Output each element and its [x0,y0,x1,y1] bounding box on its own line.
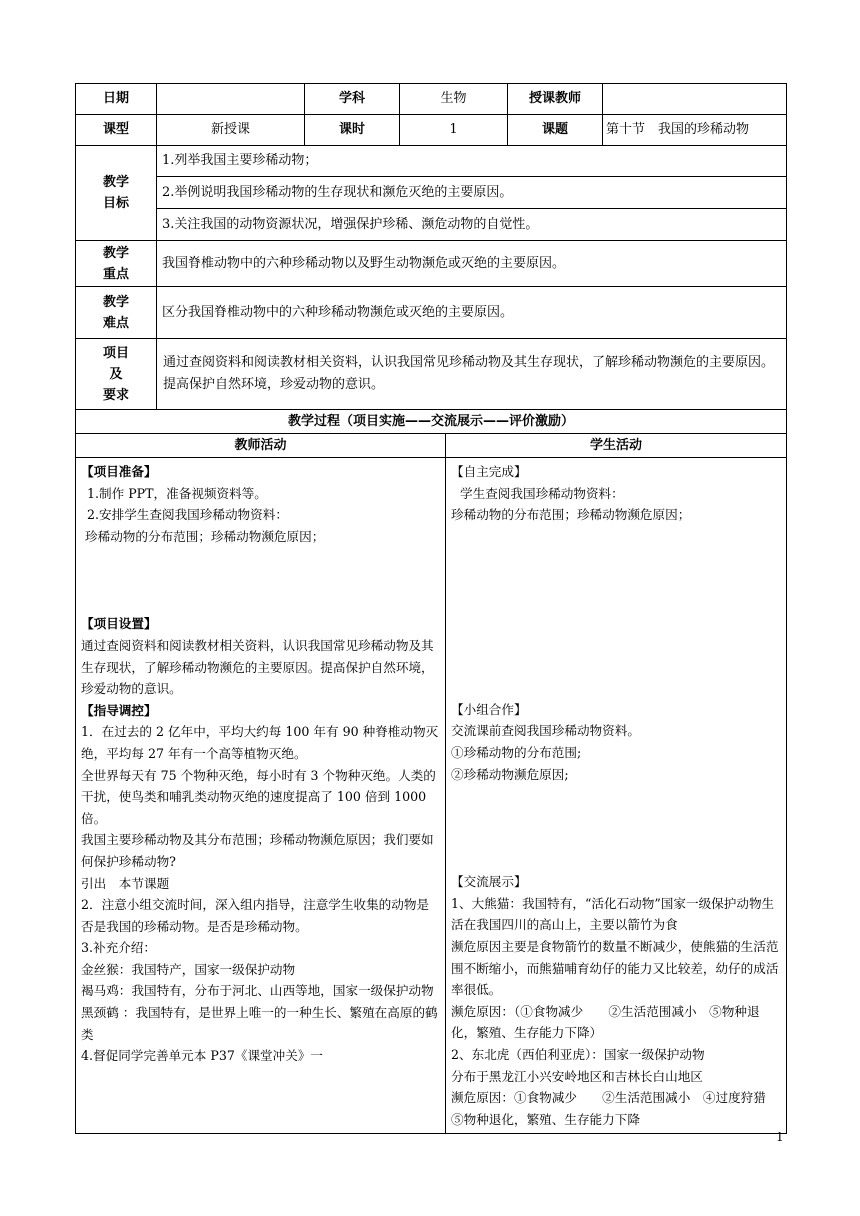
activities-row [76,458,787,1134]
project-label-line-2: 及 [109,366,123,382]
goals-label-line-1: 教学 [102,175,129,190]
student-line: ②珍稀动物濒危原因; [451,766,569,782]
difficulties-text: 区分我国脊椎动物中的六种珍稀动物濒危或灭绝的主要原因。 [157,287,787,339]
project-label-line-1: 项目 [102,345,129,361]
process-title-row [76,410,787,434]
difficulties-label-line-1: 教学 [102,294,129,310]
process-title: 教学过程（项目实施——交流展示——评价激励） [76,410,787,434]
teacher-section-title: 【指导调控】 [81,702,157,718]
goal-row-3 [76,209,787,241]
teacher-line: 1.制作 PPT，准备视频资料等。 [87,485,267,501]
spacer [451,785,781,871]
goals-label-line-2: 目标 [102,196,129,211]
teacher-line: 4.督促同学完善单元本 P37《课堂冲关》一 [81,1048,324,1064]
student-line: 分布于黑龙江小兴安岭地区和吉林长白山地区 [451,1068,703,1084]
student-line: 交流课前查阅我国珍稀动物资料。 [451,723,640,739]
teacher-line: 全世界每天有 75 个物种灭绝，每小时有 3 个物种灭绝。人类的干扰，使鸟类和哺乳类动物灭绝的速度提高了 100 倍到 1000 倍。 [81,767,436,826]
project-label-line-3: 要求 [102,387,129,403]
teacher-column-header: 教师活动 [76,434,446,458]
key-points-label-line-1: 教学 [102,245,129,261]
student-section-title: 【自主完成】 [451,464,527,479]
teacher-activities [76,458,446,1134]
hours-value: 1 [400,115,508,146]
student-section-title: 【交流展示】 [451,874,527,890]
subject-label: 学科 [305,84,400,115]
subject-value: 生物 [400,84,508,115]
teacher-section-title: 【项目设置】 [81,616,157,632]
type-value: 新授课 [157,115,305,146]
lesson-plan-table [75,83,787,410]
key-points-text: 我国脊椎动物中的六种珍稀动物以及野生动物濒危或灭绝的主要原因。 [157,241,787,287]
student-line: 学生查阅我国珍稀动物资料： [460,485,624,501]
student-line: 1、大熊猫：我国特有，“活化石动物”国家一级保护动物生活在我国四川的高山上，主要以箭竹为食 [451,895,775,933]
student-line: 珍稀动物的分布范围；珍稀动物濒危原因； [451,507,691,523]
project-label [76,339,157,410]
header-row-1 [76,84,787,115]
teacher-line: 通过查阅资料和阅读教材相关资料，认识我国常见珍稀动物及其生存现状，了解珍稀动物濒危的主要原因。提高保护自然环境，珍爱动物的意识。 [81,637,434,697]
student-line: ①珍稀动物的分布范围; [451,744,582,760]
goal-item: 2.举例说明我国珍稀动物的生存现状和濒危灭绝的主要原因。 [157,177,787,209]
goal-row-1 [76,146,787,177]
teacher-section-title: 【项目准备】 [81,464,157,479]
hours-label: 课时 [305,115,400,146]
process-table [75,409,787,1134]
key-points-row [76,241,787,287]
teacher-line: 2．注意小组交流时间，深入组内指导，注意学生收集的动物是否是我国的珍稀动物。是否是珍稀动物。 [81,897,430,934]
topic-value: 第十节 我国的珍稀动物 [603,115,787,146]
topic-label: 课题 [508,115,603,146]
key-points-label [76,241,157,287]
teacher-line: 1．在过去的 2 亿年中，平均大约每 100 年有 90 种脊椎动物灭绝，平均每 27 年有一个高等植物灭绝。 [81,724,439,761]
student-line: 濒危原因：（①食物减少 ②生活范围减小 ⑤物种退化，繁殖、生存能力下降） [451,1003,760,1041]
process-header-row [76,434,787,458]
spacer [451,526,781,699]
teacher-line: 引出 本节课题 [81,875,170,891]
teacher-line: 褐马鸡：我国特有，分布于河北、山西等地，国家一级保护动物 [81,983,434,999]
student-line: 濒危原因主要是食物箭竹的数量不断减少，使熊猫的生活范围不断缩小，而熊猫哺育幼仔的能力又比较差，幼仔的成活率很低。 [451,938,779,998]
project-row [76,339,787,410]
teacher-line: 黑颈鹤 ：我国特有，是世界上唯一的一种生长、繁殖在高原的鹤类 [81,1005,438,1042]
student-column-header: 学生活动 [446,434,787,458]
spacer [81,547,440,613]
key-points-label-line-2: 重点 [102,266,129,282]
student-line: 2、东北虎（西伯利亚虎）：国家一级保护动物 [451,1046,705,1062]
teacher-line: 3.补充介绍： [81,940,156,956]
difficulties-label [76,287,157,339]
goal-item: 1.列举我国主要珍稀动物； [157,146,787,177]
teacher-line: 2.安排学生查阅我国珍稀动物资料： [87,507,288,523]
date-value [157,84,305,115]
teacher-line: 金丝猴：我国特产，国家一级保护动物 [81,961,296,977]
teacher-line: 珍稀动物的分布范围；珍稀动物濒危原因； [85,528,325,544]
student-activities [446,458,787,1134]
page-number: 1 [776,1130,784,1144]
lesson-plan-sheet [75,83,786,1134]
teacher-line: 我国主要珍稀动物及其分布范围；珍稀动物濒危原因；我们要如何保护珍稀动物? [81,832,434,869]
student-line: 濒危原因：①食物减少 ②生活范围减小 ④过度狩猎 ⑤物种退化，繁殖、生存能力下降 [451,1090,779,1127]
teacher-value [603,84,787,115]
difficulties-label-line-2: 难点 [102,315,129,331]
header-row-2 [76,115,787,146]
goal-row-2 [76,177,787,209]
difficulties-row [76,287,787,339]
goals-label [76,146,157,241]
goal-item: 3.关注我国的动物资源状况，增强保护珍稀、濒危动物的自觉性。 [157,209,787,241]
date-label: 日期 [76,84,157,115]
student-section-title: 【小组合作】 [451,701,527,717]
teacher-label: 授课教师 [508,84,603,115]
type-label: 课型 [76,115,157,146]
project-text: 通过查阅资料和阅读教材相关资料，认识我国常见珍稀动物及其生存现状，了解珍稀动物濒危的主要原因。提高保护自然环境，珍爱动物的意识。 [157,339,787,410]
